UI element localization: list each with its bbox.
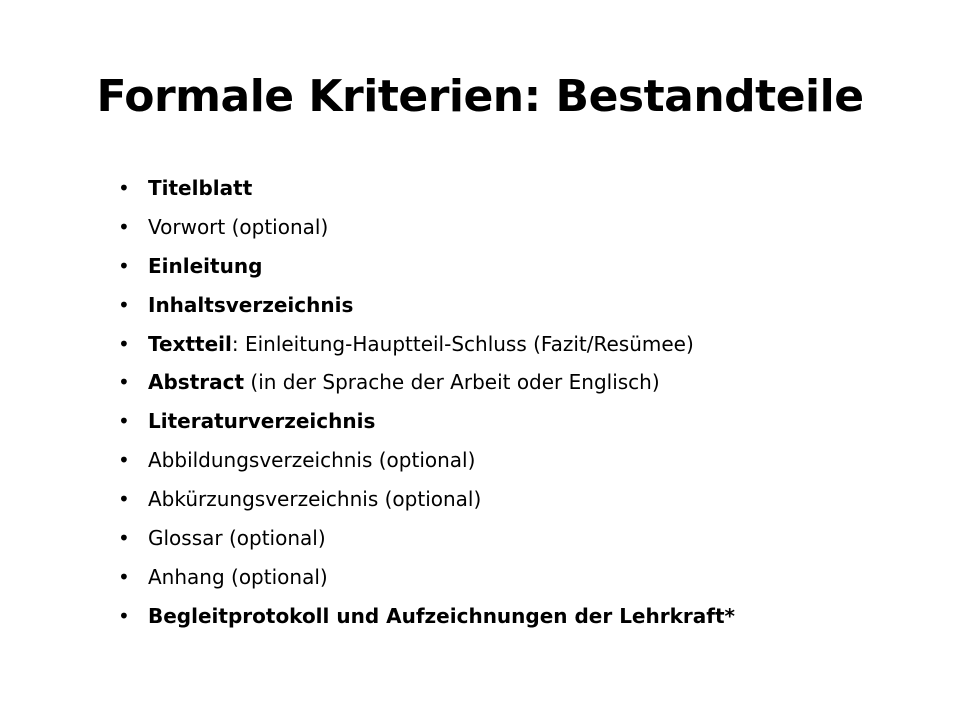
list-item bbox=[118, 557, 918, 596]
item-bold-text: Inhaltsverzeichnis bbox=[148, 292, 354, 317]
bullet-icon: • bbox=[118, 603, 130, 628]
list-item bbox=[118, 324, 918, 363]
bullet-icon: • bbox=[118, 176, 130, 200]
list-item bbox=[118, 479, 918, 518]
item-text: Vorwort (optional) bbox=[148, 214, 329, 239]
list-item bbox=[118, 518, 918, 557]
item-text: (in der Sprache der Arbeit oder Englisch) bbox=[244, 370, 660, 395]
list-item bbox=[118, 285, 918, 324]
list-item bbox=[118, 596, 918, 635]
list-item bbox=[118, 440, 918, 479]
bullet-icon: • bbox=[118, 564, 130, 589]
item-bold-text: Begleitprotokoll und Aufzeichnungen der Lehrkraft* bbox=[148, 603, 735, 628]
slide-title: Formale Kriterien: Bestandteile bbox=[96, 71, 864, 122]
bullet-icon: • bbox=[118, 448, 130, 473]
item-text: Abkürzungsverzeichnis (optional) bbox=[148, 487, 482, 512]
item-text: : Einleitung-Hauptteil-Schluss (Fazit/Resümee) bbox=[231, 331, 694, 356]
item-bold-text: Titelblatt bbox=[148, 176, 253, 200]
list-item bbox=[118, 246, 918, 285]
list-item bbox=[118, 207, 918, 246]
list-item bbox=[118, 362, 918, 401]
item-bold-text: Abstract bbox=[148, 370, 245, 395]
item-text: Anhang (optional) bbox=[148, 564, 328, 589]
list-item bbox=[118, 168, 918, 207]
item-bold-text: Literaturverzeichnis bbox=[148, 409, 376, 434]
item-bold-text: Einleitung bbox=[148, 253, 263, 278]
bullet-icon: • bbox=[118, 331, 130, 356]
bullet-list bbox=[118, 168, 918, 635]
bullet-icon: • bbox=[118, 526, 130, 551]
item-bold-text: Textteil bbox=[148, 331, 232, 356]
item-text: Glossar (optional) bbox=[148, 526, 326, 551]
bullet-icon: • bbox=[118, 292, 130, 317]
item-text: Abbildungsverzeichnis (optional) bbox=[148, 448, 476, 473]
bullet-icon: • bbox=[118, 487, 130, 512]
list-item bbox=[118, 401, 918, 440]
bullet-icon: • bbox=[118, 214, 130, 239]
bullet-icon: • bbox=[118, 370, 130, 395]
bullet-icon: • bbox=[118, 409, 130, 434]
bullet-icon: • bbox=[118, 253, 130, 278]
